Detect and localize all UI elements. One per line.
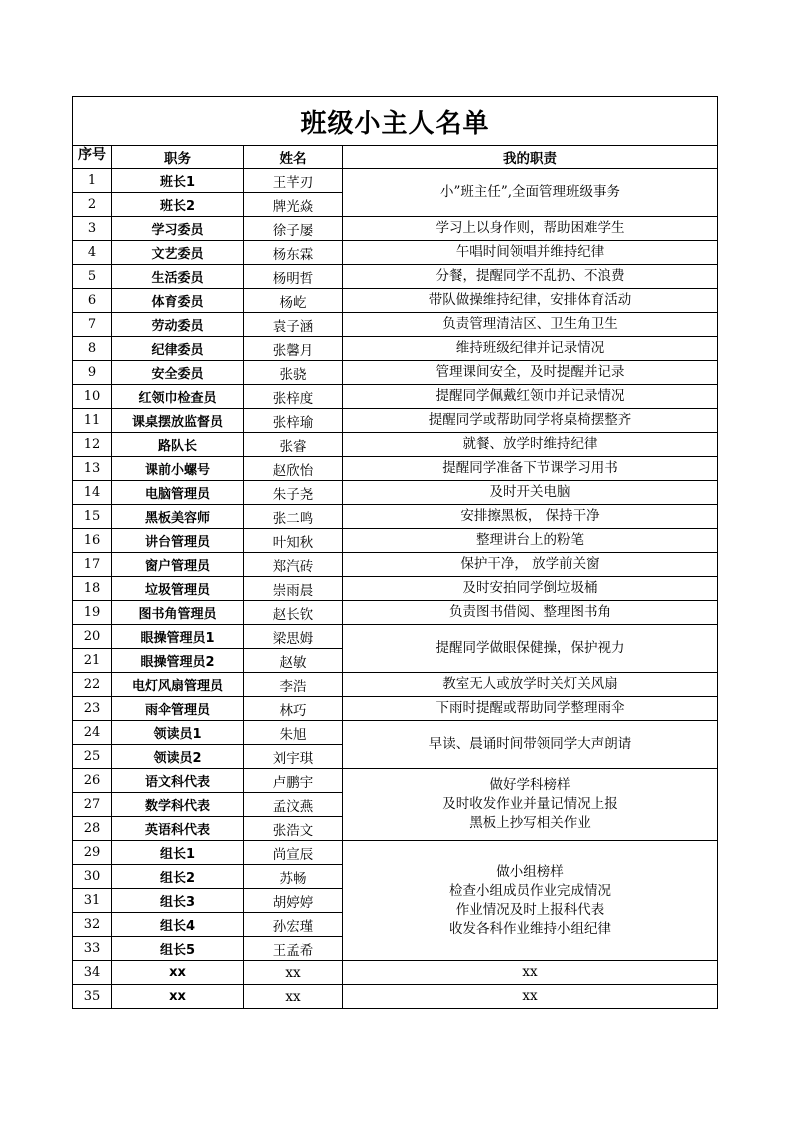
table-row [73, 433, 718, 457]
duty-line: 整理讲台上的粉笔 [476, 532, 584, 548]
name-cell: 孙宏瑾 [244, 913, 343, 937]
table-row [73, 289, 718, 313]
table-row [73, 985, 718, 1009]
name-cell: 朱旭 [244, 721, 343, 745]
name-cell: 杨东霖 [244, 241, 343, 265]
role-cell: 电脑管理员 [112, 481, 244, 505]
role-cell: 英语科代表 [112, 817, 244, 841]
duty-cell [343, 553, 718, 577]
name-cell: 胡婷婷 [244, 889, 343, 913]
name-cell: 苏畅 [244, 865, 343, 889]
role-cell: 安全委员 [112, 361, 244, 385]
name-cell: 叶知秋 [244, 529, 343, 553]
role-cell: 班长1 [112, 169, 244, 193]
name-cell: xx [244, 961, 343, 985]
duty-line: 提醒同学做眼保健操，保护视力 [435, 640, 625, 656]
name-cell: 赵敏 [244, 649, 343, 673]
row-number: 8 [73, 337, 112, 361]
duty-line: xx [522, 988, 538, 1004]
row-number: 10 [73, 385, 112, 409]
duty-cell [343, 625, 718, 673]
duty-line: 早读、晨诵时间带领同学大声朗请 [428, 736, 632, 752]
role-cell: 组长5 [112, 937, 244, 961]
table-row [73, 409, 718, 433]
name-cell: 李浩 [244, 673, 343, 697]
duty-cell [343, 577, 718, 601]
duty-cell [343, 265, 718, 289]
header-role: 职务 [112, 146, 244, 169]
roster-table [72, 96, 718, 1009]
role-cell: 组长4 [112, 913, 244, 937]
table-row [73, 577, 718, 601]
duty-line: 学习上以身作则，帮助困难学生 [435, 220, 625, 236]
role-cell: 图书角管理员 [112, 601, 244, 625]
duty-line: 维持班级纪律并记录情况 [455, 340, 605, 356]
role-cell: 红领巾检查员 [112, 385, 244, 409]
row-number: 13 [73, 457, 112, 481]
role-cell: 组长3 [112, 889, 244, 913]
name-cell: 朱子尧 [244, 481, 343, 505]
duty-line: 教室无人或放学时关灯关风扇 [442, 676, 618, 692]
duty-cell [343, 721, 718, 769]
name-cell: 张梓瑜 [244, 409, 343, 433]
name-cell: 牌光焱 [244, 193, 343, 217]
duty-line: 分餐，提醒同学不乱扔、不浪费 [435, 268, 625, 284]
duty-line: 小”班主任”,全面管理班级事务 [439, 184, 621, 200]
duty-line: 保护干净， 放学前关窗 [460, 556, 600, 572]
row-number: 23 [73, 697, 112, 721]
name-cell: 孟汶燕 [244, 793, 343, 817]
duty-cell [343, 289, 718, 313]
row-number: 6 [73, 289, 112, 313]
row-number: 20 [73, 625, 112, 649]
role-cell: 垃圾管理员 [112, 577, 244, 601]
name-cell: 袁子涵 [244, 313, 343, 337]
table-header-row [73, 146, 718, 169]
role-cell: xx [112, 985, 244, 1009]
row-number: 1 [73, 169, 112, 193]
table-row [73, 625, 718, 649]
duty-line: 提醒同学准备下节课学习用书 [442, 460, 618, 476]
duty-cell [343, 481, 718, 505]
row-number: 25 [73, 745, 112, 769]
row-number: 3 [73, 217, 112, 241]
name-cell: 徐子屡 [244, 217, 343, 241]
role-cell: 眼操管理员1 [112, 625, 244, 649]
duty-line: 提醒同学或帮助同学将桌椅摆整齐 [428, 412, 632, 428]
table-row [73, 481, 718, 505]
name-cell: 杨屹 [244, 289, 343, 313]
duty-line: 及时安拍同学倒垃圾桶 [462, 580, 598, 596]
name-cell: 赵长钦 [244, 601, 343, 625]
table-row [73, 241, 718, 265]
table-row [73, 265, 718, 289]
duty-line: 就餐、放学时维持纪律 [462, 436, 598, 452]
row-number: 29 [73, 841, 112, 865]
duty-line: 午唱时间领唱并维持纪律 [455, 244, 605, 260]
name-cell: 张浩文 [244, 817, 343, 841]
row-number: 31 [73, 889, 112, 913]
role-cell: 路队长 [112, 433, 244, 457]
row-number: 14 [73, 481, 112, 505]
role-cell: 体育委员 [112, 289, 244, 313]
row-number: 35 [73, 985, 112, 1009]
name-cell: 赵欣怡 [244, 457, 343, 481]
role-cell: 雨伞管理员 [112, 697, 244, 721]
duty-cell [343, 697, 718, 721]
table-row [73, 169, 718, 193]
row-number: 11 [73, 409, 112, 433]
row-number: 15 [73, 505, 112, 529]
table-row [73, 457, 718, 481]
duty-cell [343, 601, 718, 625]
row-number: 17 [73, 553, 112, 577]
duty-line: 黑板上抄写相关作业 [469, 815, 591, 831]
duty-cell [343, 961, 718, 985]
role-cell: 领读员2 [112, 745, 244, 769]
role-cell: 眼操管理员2 [112, 649, 244, 673]
table-row [73, 769, 718, 793]
name-cell: 张睿 [244, 433, 343, 457]
row-number: 5 [73, 265, 112, 289]
table-row [73, 361, 718, 385]
duty-cell [343, 673, 718, 697]
table-row [73, 313, 718, 337]
table-row [73, 721, 718, 745]
duty-line: 收发各科作业维持小组纪律 [449, 920, 611, 937]
row-number: 33 [73, 937, 112, 961]
duty-cell [343, 217, 718, 241]
role-cell: 领读员1 [112, 721, 244, 745]
row-number: 32 [73, 913, 112, 937]
name-cell: xx [244, 985, 343, 1009]
duty-cell [343, 409, 718, 433]
role-cell: 班长2 [112, 193, 244, 217]
table-row [73, 337, 718, 361]
role-cell: 文艺委员 [112, 241, 244, 265]
row-number: 4 [73, 241, 112, 265]
header-number: 序号 [73, 146, 112, 169]
row-number: 9 [73, 361, 112, 385]
name-cell: 刘宇琪 [244, 745, 343, 769]
header-name: 姓名 [244, 146, 343, 169]
table-row [73, 529, 718, 553]
row-number: 27 [73, 793, 112, 817]
duty-cell [343, 361, 718, 385]
role-cell: 劳动委员 [112, 313, 244, 337]
role-cell: 黑板美容师 [112, 505, 244, 529]
duty-line: xx [522, 964, 538, 980]
role-cell: 纪律委员 [112, 337, 244, 361]
duty-line: 负责管理清洁区、卫生角卫生 [442, 316, 618, 332]
row-number: 34 [73, 961, 112, 985]
table-row [73, 385, 718, 409]
role-cell: xx [112, 961, 244, 985]
name-cell: 尚宣辰 [244, 841, 343, 865]
table-row [73, 961, 718, 985]
role-cell: 组长2 [112, 865, 244, 889]
duty-line: 提醒同学佩戴红领巾并记录情况 [435, 388, 625, 404]
name-cell: 王芊刃 [244, 169, 343, 193]
duty-cell [343, 769, 718, 841]
name-cell: 张骁 [244, 361, 343, 385]
duty-line: 及时收发作业并量记情况上报 [442, 796, 618, 812]
duty-line: 管理课间安全，及时提醒并记录 [435, 364, 625, 380]
duty-line: 负责图书借阅、整理图书角 [449, 604, 611, 620]
role-cell: 组长1 [112, 841, 244, 865]
duty-line: 做小组榜样 [496, 863, 564, 880]
row-number: 7 [73, 313, 112, 337]
role-cell: 语文科代表 [112, 769, 244, 793]
name-cell: 梁思姆 [244, 625, 343, 649]
duty-cell [343, 529, 718, 553]
table-row [73, 601, 718, 625]
role-cell: 学习委员 [112, 217, 244, 241]
row-number: 19 [73, 601, 112, 625]
duty-line: 安排擦黑板， 保持干净 [460, 508, 600, 524]
row-number: 22 [73, 673, 112, 697]
duty-line: 及时开关电脑 [489, 484, 571, 500]
row-number: 18 [73, 577, 112, 601]
row-number: 12 [73, 433, 112, 457]
name-cell: 张梓度 [244, 385, 343, 409]
name-cell: 张二鸣 [244, 505, 343, 529]
row-number: 21 [73, 649, 112, 673]
name-cell: 王孟希 [244, 937, 343, 961]
row-number: 26 [73, 769, 112, 793]
duty-cell [343, 433, 718, 457]
table-row [73, 505, 718, 529]
role-cell: 课前小螺号 [112, 457, 244, 481]
name-cell: 郑汽砖 [244, 553, 343, 577]
name-cell: 张馨月 [244, 337, 343, 361]
role-cell: 窗户管理员 [112, 553, 244, 577]
duty-cell [343, 385, 718, 409]
row-number: 2 [73, 193, 112, 217]
row-number: 24 [73, 721, 112, 745]
name-cell: 卢鹏宇 [244, 769, 343, 793]
role-cell: 课桌摆放监督员 [112, 409, 244, 433]
duty-cell [343, 169, 718, 217]
duty-line: 下雨时提醒或帮助同学整理雨伞 [435, 700, 625, 716]
role-cell: 电灯风扇管理员 [112, 673, 244, 697]
table-row [73, 697, 718, 721]
name-cell: 崇雨晨 [244, 577, 343, 601]
page-title: 班级小主人名单 [73, 97, 718, 146]
duty-cell [343, 841, 718, 961]
name-cell: 杨明哲 [244, 265, 343, 289]
duty-line: 作业情况及时上报科代表 [455, 901, 605, 918]
duty-cell [343, 337, 718, 361]
duty-line: 带队做操维持纪律，安排体育活动 [428, 292, 632, 308]
table-row [73, 673, 718, 697]
duty-cell [343, 457, 718, 481]
row-number: 30 [73, 865, 112, 889]
table-row [73, 841, 718, 865]
row-number: 28 [73, 817, 112, 841]
name-cell: 林巧 [244, 697, 343, 721]
table-row [73, 553, 718, 577]
duty-line: 检查小组成员作业完成情况 [449, 882, 611, 899]
row-number: 16 [73, 529, 112, 553]
table-row [73, 217, 718, 241]
role-cell: 数学科代表 [112, 793, 244, 817]
duty-cell [343, 313, 718, 337]
duty-cell [343, 241, 718, 265]
duty-cell [343, 985, 718, 1009]
duty-cell [343, 505, 718, 529]
duty-line: 做好学科榜样 [489, 777, 571, 793]
header-duty: 我的职责 [343, 146, 718, 169]
role-cell: 生活委员 [112, 265, 244, 289]
role-cell: 讲台管理员 [112, 529, 244, 553]
